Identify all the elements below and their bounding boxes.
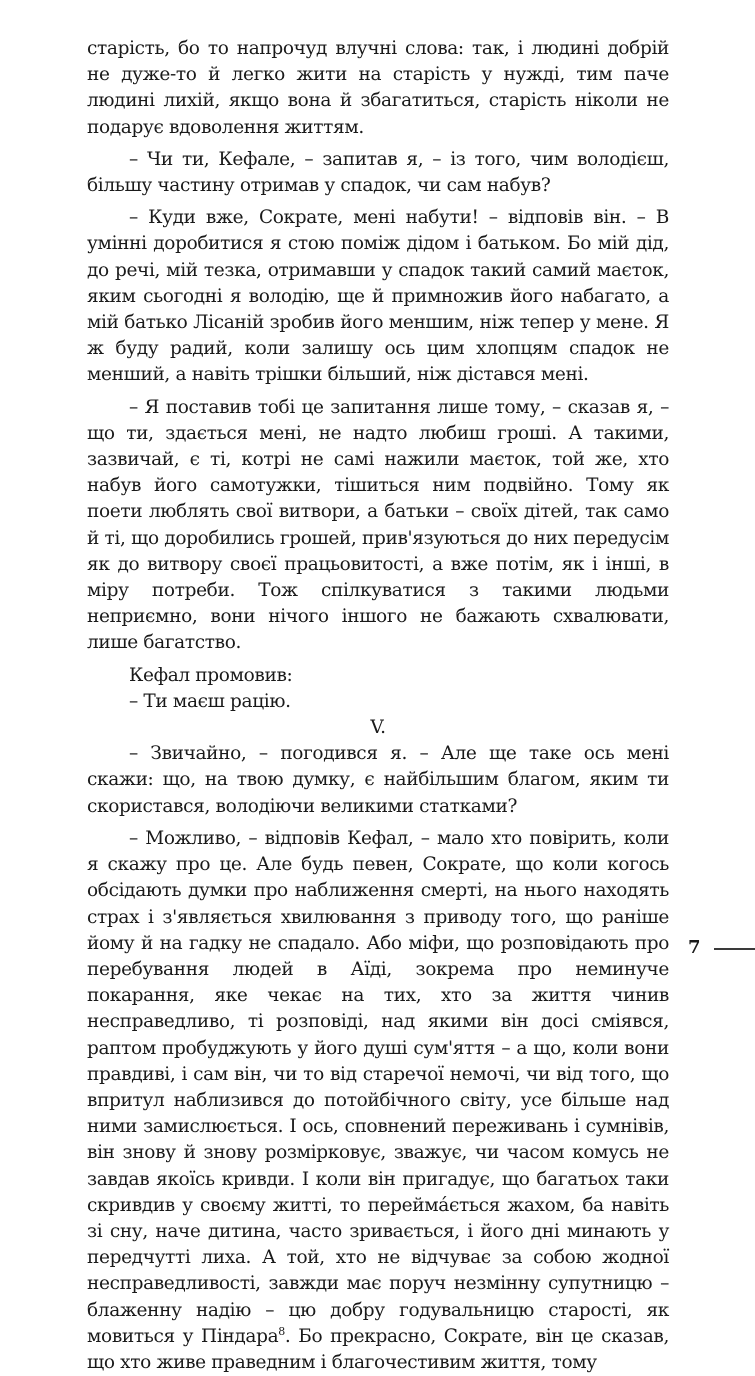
paragraph-kephalos-reply [87,826,669,1376]
paragraph-socrates-question: – Звичайно, – погодився я. – Але ще таке ось мені скажи: що, на твою думку, є найбільшим благом, яким ти скористався, володіючи великими статками? [87,743,669,817]
paragraph-socrates-remark: – Я поставив тобі це запитання лише тому, – сказав я, – що ти, здається мені, не надто любиш гроші. А такими, зазвичай, є ті, котрі не самі нажили маєток, той же, хто набув його самотужки, тішиться ним подвійно. Тому як поети люблять свої витвори, а батьки – своїх дітей, так само й ті, що доробились грошей, прив'язуються до них передусім як до витвору своєї працьовитості, а вже потім, як і інші, в міру потреби. Тож спілкуватися з такими людьми неприємно, вони нічого іншого не бажають схвалювати, лише багатство. [87,396,669,654]
footnote-marker: 8 [278,1324,285,1338]
reply-text: – Можливо, – відповів Кефал, – мало хто повірить, коли я скажу про це. Але будь певен, Сократе, що коли когось обсідають думки про наближення смерті, на нього находять страх і з'являється хвилювання з приводу того, що раніше йому й на гадку не спадало. Або міфи, що розповідають про перебування людей в Аїді, зокрема про неминуче покарання, яке чекає на тих, хто за життя чинив несправедливо, ті розповіді, над якими він досі сміявся, раптом пробуджують у його душі сум'яття – а що, коли вони правдиві, і сам він, чи то від старечої немочі, чи від того, що впритул наблизився до потойбічного світу, усе більше над ними замислюється. І ось, сповнений переживань і сумнівів, він знову й знову розмірковує, зважує, чи часом комусь не завдав якоїсь кривди. І коли він пригадує, що багатьох таки скривдив у своєму житті, то перейма́ється жахом, ба навіть зі сну, наче дитина, часто зривається, і його дні минають у передчутті лиха. А той, хто не відчуває за собою жодної несправедливості, завжди має поруч незмінну супутницю – блаженну надію – цю добру годувальницю старості, як мовиться у Піндара [87,827,669,1347]
paragraph-you-are-right: – Ти маєш рацію. [129,690,291,712]
page-body [87,36,669,1376]
page-number-rule [714,948,755,950]
paragraph-continuation: старість, бо то напрочуд влучні слова: так, і людині добрій не дуже-то й легко жити на старість у нужді, тим паче людині лихій, якщо вона й збагатиться, старість ніколи не подарує вдоволення життям. [87,38,669,138]
paragraph-kephalos-said: Кефал промовив: [129,664,293,686]
paragraph-kephalos-answer: – Куди вже, Сократе, мені набути! – відповів він. – В умінні доробитися я стою поміж дідом і батьком. Бо мій дід, до речі, мій тезка, отримавши у спадок такий самий маєток, яким сьогодні я володію, ще й примножив його набагато, а мій батько Лісаній зробив його меншим, ніж тепер у мене. Я ж буду радий, коли залишу ось цим хлопцям спадок не менший, а навіть трішки більший, ніж дістався мені. [87,207,669,386]
section-heading: V. [370,717,386,739]
reply-text-continued: . Бо прекрасно, Сократе, він це сказав, що хто живе праведним і благочестивим життя, тому [87,1325,669,1373]
paragraph-question-kephalos: – Чи ти, Кефале, – запитав я, – із того, чим володієш, більшу частину отримав у спадок, чи сам набув? [87,148,669,197]
page-number: 7 [688,937,701,958]
